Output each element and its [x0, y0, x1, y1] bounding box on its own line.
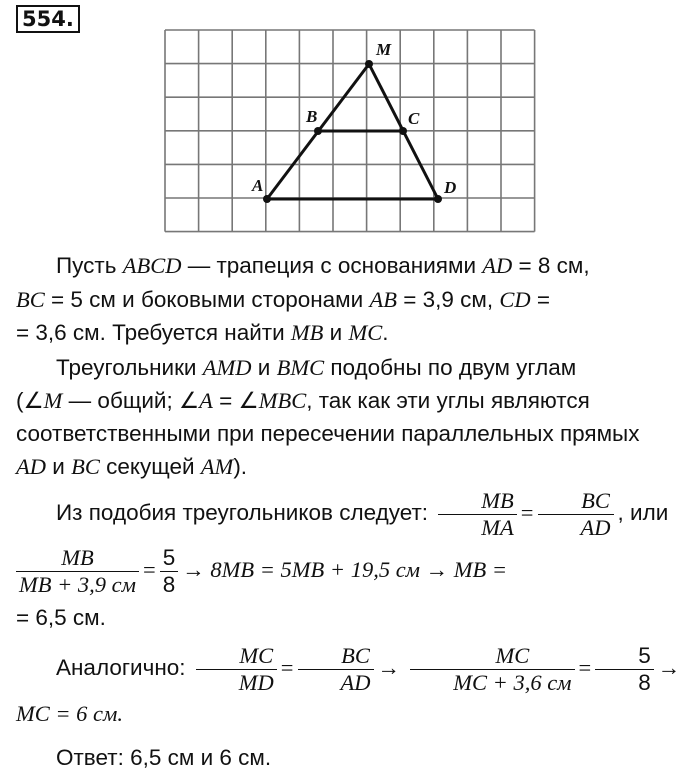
para2-line2: (∠M — общий; ∠A = ∠MBC, так как эти углы являются	[16, 388, 590, 413]
fraction-mb-sum: $\frac{MB}{MB + 3,9 см}$	[16, 545, 139, 598]
para4-line1: Аналогично: $\frac{MC}{MD}$ = $\frac{BC}{AD}$ → $\frac{MC}{MC + 3,6 см}$ = $\frac{5}{8}$ →	[56, 642, 681, 695]
para3-line3: = 6,5 см.	[16, 605, 106, 630]
para2-line4: AD и BC секущей AM).	[16, 454, 248, 479]
para2-line1: Треугольники AMD и BMC подобны по двум углам	[56, 355, 577, 380]
fraction-mc-md: $\frac{MC}{MD}$	[196, 643, 277, 696]
para4-line2: MC = 6 см.	[16, 701, 124, 726]
fraction-mb-ma: $\frac{MB}{MA}$	[438, 488, 517, 541]
trapezoid-figure	[0, 0, 700, 245]
fraction-bc-ad-2: $\frac{BC}{AD}$	[298, 643, 374, 696]
label-c: C	[408, 109, 420, 128]
para1-line2: BC = 5 см и боковыми сторонами AB = 3,9 см, CD =	[16, 287, 551, 312]
fraction-mc-sum: $\frac{MC}{MC + 3,6 см}$	[410, 643, 574, 696]
problem-number: 554.	[16, 5, 80, 33]
fraction-5-8-2: $\frac{5}{8}$	[595, 643, 654, 696]
para2-line3: соответственными при пересечении параллельных прямых	[16, 421, 640, 446]
fraction-bc-ad: $\frac{BC}{AD}$	[538, 488, 614, 541]
label-m: M	[376, 40, 392, 59]
para1-line1: Пусть ABCD — трапеция с основаниями AD = 8 см,	[56, 253, 590, 278]
fraction-5-8: $\frac{5}{8}$	[160, 545, 179, 598]
label-b: B	[306, 107, 318, 126]
label-a: A	[252, 176, 264, 195]
para3-line1: Из подобия треугольников следует: $\frac{MB}{MA}$ = $\frac{BC}{AD}$ , или	[56, 487, 669, 540]
answer: Ответ: 6,5 см и 6 см.	[56, 745, 272, 770]
label-d: D	[444, 178, 457, 197]
para3-line2: $\frac{MB}{MB + 3,9 см}$ = $\frac{5}{8}$ → 8MB = 5MB + 19,5 см → MB =	[16, 543, 692, 598]
para1-line3: = 3,6 см. Требуется найти MB и MC.	[16, 320, 389, 345]
